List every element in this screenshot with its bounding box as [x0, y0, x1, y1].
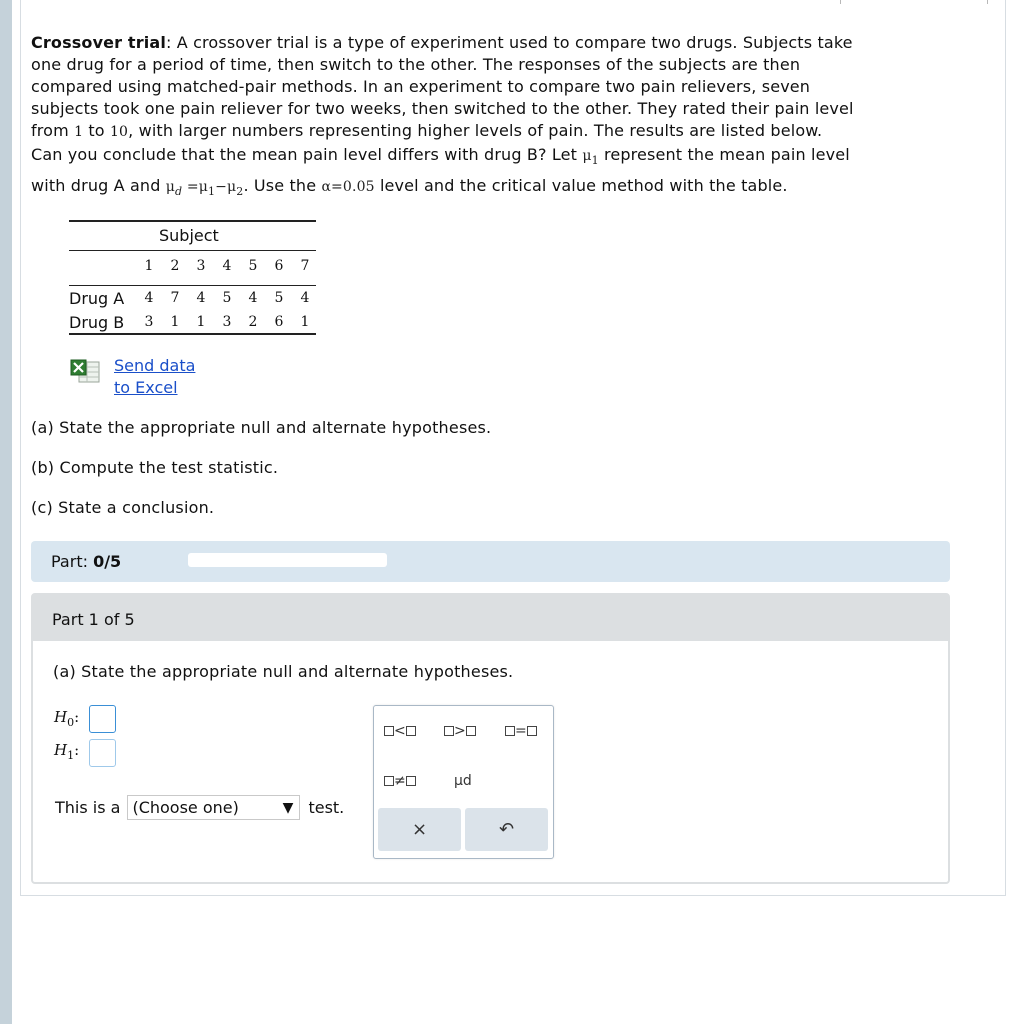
table-rule-top	[69, 220, 316, 222]
table-cell: 2	[248, 314, 258, 330]
table-cell: 3	[144, 314, 154, 330]
choose-suffix: test.	[308, 798, 345, 817]
table-rule-header	[69, 250, 316, 251]
problem-line-3: compared using matched-pair methods. In an experiment to compare two pain relievers, seven	[31, 77, 811, 96]
symbol-palette	[373, 705, 554, 859]
problem-line-2: one drug for a period of time, then switch to the other. The responses of the subjects are then	[31, 55, 801, 74]
row-label: Drug B	[69, 312, 125, 332]
close-icon: ×	[411, 819, 428, 840]
part-question: (a) State the appropriate null and alternate hypotheses.	[53, 662, 514, 681]
table-cell: 5	[222, 290, 232, 306]
problem-title: Crossover trial	[31, 33, 166, 52]
progress-label: Part: 0/5	[51, 552, 122, 571]
equals-button[interactable]: =	[505, 723, 537, 739]
excel-icon	[70, 356, 102, 386]
table-cell: 4	[248, 290, 258, 306]
subject-number: 2	[170, 258, 180, 274]
part-header: Part 1 of 5	[33, 595, 948, 641]
row-label: Drug A	[69, 288, 125, 308]
question-a: (a) State the appropriate null and alternate hypotheses.	[31, 418, 492, 437]
table-cell: 5	[274, 290, 284, 306]
subject-number: 1	[144, 258, 154, 274]
table-cell: 1	[300, 314, 310, 330]
progress-bar	[188, 553, 387, 567]
undo-button[interactable]	[465, 808, 548, 851]
table-rule-bottom	[69, 333, 316, 335]
left-rail	[0, 0, 12, 1024]
table-header-subject: Subject	[159, 226, 219, 245]
table-cell: 1	[170, 314, 180, 330]
table-cell: 3	[222, 314, 232, 330]
table-cell: 7	[170, 290, 180, 306]
test-type-row	[55, 795, 344, 820]
table-row-drug-a	[69, 288, 318, 308]
problem-statement	[31, 32, 961, 199]
dropdown-arrow-icon: ▼	[282, 800, 294, 816]
choose-prefix: This is a	[55, 798, 121, 817]
send-to-excel-link[interactable]: Send data to Excel	[114, 356, 196, 397]
less-than-button[interactable]: <	[384, 723, 416, 739]
h1-input[interactable]	[89, 739, 116, 767]
clear-button[interactable]	[378, 808, 461, 851]
subject-number: 4	[222, 258, 232, 274]
table-cell: 4	[196, 290, 206, 306]
question-c: (c) State a conclusion.	[31, 498, 215, 517]
not-equal-button[interactable]: ≠	[384, 773, 416, 789]
test-type-select[interactable]: (Choose one) ▼	[127, 795, 300, 820]
problem-line-7: with drug A and $\mu_d =\mu_1-\mu_2$. Use the α=0.05 level and the critical value method with the table.	[31, 176, 788, 198]
h0-input[interactable]	[89, 705, 116, 733]
table-rule-mid	[69, 285, 316, 286]
mu-d-button[interactable]: μd	[454, 773, 472, 789]
progress-panel	[31, 541, 950, 582]
alpha-value: α=0.05	[321, 179, 375, 195]
send-to-excel[interactable]	[70, 356, 195, 399]
top-divider-tick	[987, 0, 988, 4]
subject-number: 5	[248, 258, 258, 274]
subject-number: 7	[300, 258, 310, 274]
subject-number: 3	[196, 258, 206, 274]
undo-icon: ↶	[498, 819, 515, 840]
mu-d-definition: $\mu_d =\mu_1-\mu_2$	[165, 179, 244, 198]
problem-line-1: Crossover trial: A crossover trial is a type of experiment used to compare two drugs. Subjects take	[31, 33, 853, 52]
mu-1-symbol: $\mu_1$	[582, 148, 599, 167]
problem-line-6: Can you conclude that the mean pain level differs with drug B? Let $\mu_1$ represent the mean pain level	[31, 145, 850, 167]
problem-line-4: subjects took one pain reliever for two weeks, then switched to the other. They rated their pain level	[31, 99, 854, 118]
table-row-drug-b	[69, 312, 318, 332]
table-cell: 4	[300, 290, 310, 306]
subject-numbers-row	[136, 258, 318, 274]
part-panel	[31, 593, 950, 884]
problem-line-5: from 1 to 10, with larger numbers representing higher levels of pain. The results are listed below.	[31, 121, 823, 140]
table-cell: 6	[274, 314, 284, 330]
top-divider-tick	[840, 0, 841, 4]
subject-number: 6	[274, 258, 284, 274]
table-cell: 1	[196, 314, 206, 330]
table-cell: 4	[144, 290, 154, 306]
h1-label: $H_1$:	[54, 741, 80, 762]
greater-than-button[interactable]: >	[444, 723, 476, 739]
question-b: (b) Compute the test statistic.	[31, 458, 279, 477]
h0-label: $H_0$:	[54, 708, 80, 729]
